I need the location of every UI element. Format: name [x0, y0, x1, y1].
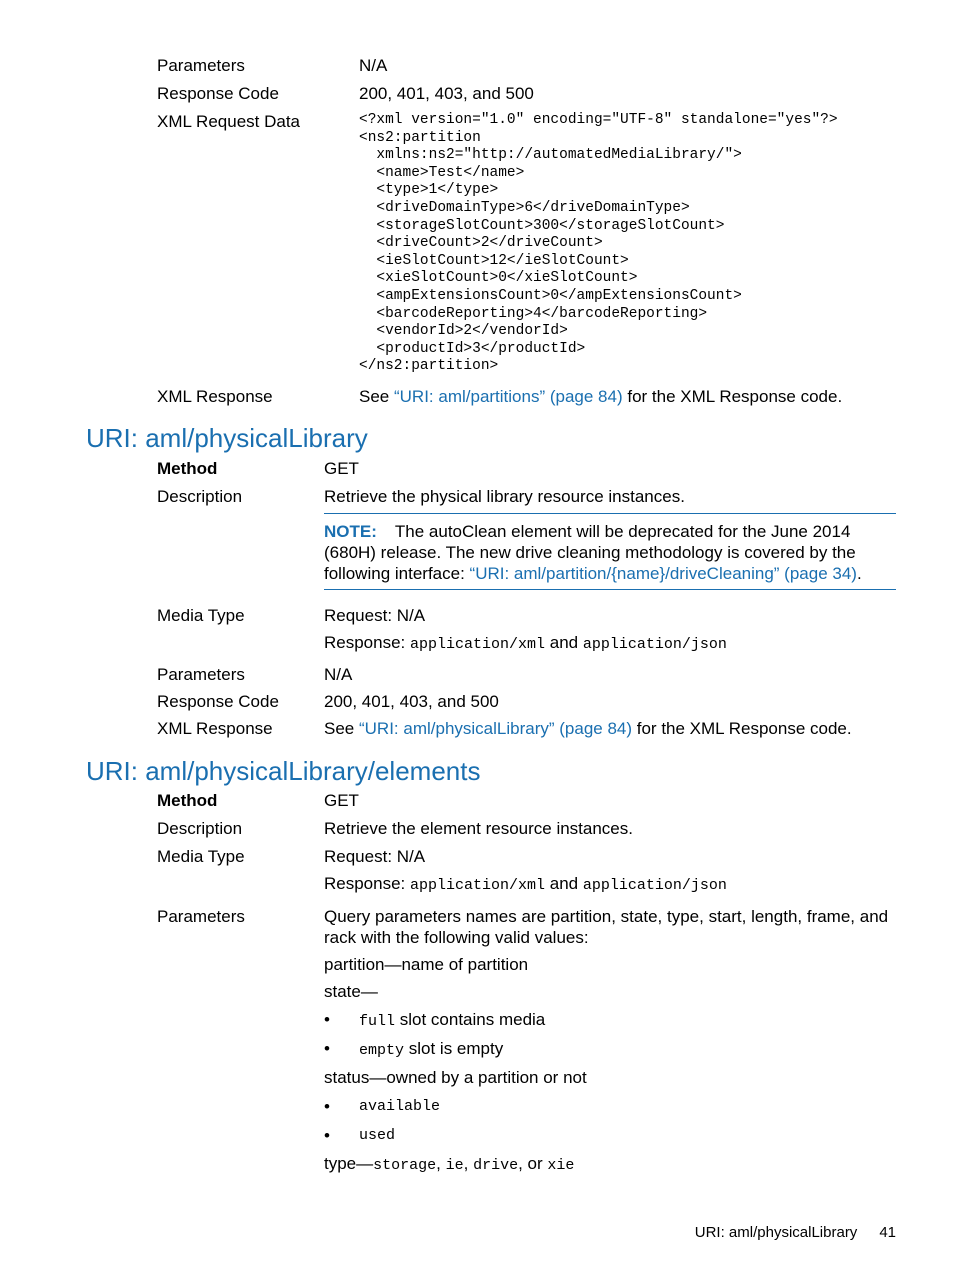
type-storage: storage — [373, 1157, 437, 1174]
footer-title: URI: aml/physicalLibrary — [694, 1224, 858, 1241]
s2-media-type-label: Media Type — [157, 847, 245, 866]
note-end: . — [856, 564, 862, 583]
state-full-text: slot contains media — [395, 1010, 546, 1029]
s2-request-value: Request: N/A — [324, 847, 426, 866]
s2-method-label: Method — [157, 791, 218, 810]
top-parameters-label: Parameters — [157, 56, 245, 75]
type-sep: , — [436, 1154, 446, 1173]
top-xml-response-label: XML Response — [157, 387, 273, 406]
s2-description-value: Retrieve the element resource instances. — [324, 819, 633, 838]
top-xml-request-label: XML Request Data — [157, 112, 300, 131]
state-empty-text: slot is empty — [404, 1039, 504, 1058]
s1-xml-response-post: for the XML Response code. — [632, 719, 852, 738]
s1-response-code-label: Response Code — [157, 692, 279, 711]
type-drive: drive — [473, 1157, 519, 1174]
type-xie: xie — [547, 1157, 575, 1174]
s1-parameters-value: N/A — [324, 665, 353, 684]
partitions-link[interactable]: “URI: aml/partitions” (page 84) — [393, 387, 623, 406]
s2-response-value — [324, 873, 727, 896]
s1-description-label: Description — [157, 487, 243, 506]
bullet: • — [324, 1126, 330, 1145]
top-parameters-value: N/A — [359, 56, 388, 75]
s2-response-json: application/json — [582, 877, 727, 894]
note-tag: NOTE: — [324, 522, 377, 541]
s1-response-and: and — [545, 633, 583, 652]
s1-method-label: Method — [157, 459, 218, 478]
section-heading-elements: URI: aml/physicalLibrary/elements — [86, 756, 481, 786]
state-full-mono: full — [359, 1013, 396, 1030]
s2-parameters-label: Parameters — [157, 907, 245, 926]
status-available-mono: available — [359, 1098, 441, 1115]
s1-response-prefix: Response: — [324, 633, 410, 652]
s1-response-code-value: 200, 401, 403, and 500 — [324, 692, 499, 711]
drive-cleaning-link[interactable]: “URI: aml/partition/{name}/driveCleaning” (page 34) — [469, 564, 857, 583]
s1-response-xml: application/xml — [410, 636, 546, 653]
bullet: • — [324, 1097, 330, 1116]
s1-description-value: Retrieve the physical library resource instances. — [324, 487, 685, 506]
s1-response-value — [324, 632, 727, 655]
state-empty-mono: empty — [359, 1042, 405, 1059]
s2-description-label: Description — [157, 819, 243, 838]
s1-request-value: Request: N/A — [324, 606, 426, 625]
bullet: • — [324, 1010, 330, 1029]
page-footer — [695, 1222, 896, 1243]
section-heading-physical-library: URI: aml/physicalLibrary — [86, 423, 368, 453]
state-line: state— — [324, 982, 378, 1001]
s1-xml-response-value — [324, 718, 852, 739]
top-xml-response-pre: See — [359, 387, 394, 406]
type-sep: , — [463, 1154, 474, 1173]
s2-response-and: and — [545, 874, 583, 893]
s1-media-type-label: Media Type — [157, 606, 245, 625]
s2-response-xml: application/xml — [410, 877, 546, 894]
s1-xml-response-pre: See — [324, 719, 359, 738]
s1-xml-response-label: XML Response — [157, 719, 273, 738]
type-line — [324, 1153, 896, 1176]
s1-parameters-label: Parameters — [157, 665, 245, 684]
top-response-code-value: 200, 401, 403, and 500 — [359, 84, 534, 103]
s2-response-prefix: Response: — [324, 874, 410, 893]
physical-library-link[interactable]: “URI: aml/physicalLibrary” (page 84) — [358, 719, 633, 738]
type-ie: ie — [445, 1157, 464, 1174]
s2-parameters-intro: Query parameters names are partition, state, type, start, length, frame, and rack with the following valid values: — [324, 907, 889, 947]
xml-request-code: <?xml version="1.0" encoding="UTF-8" standalone="yes"?> <ns2:partition xmlns:ns2="http://automatedMediaLibrary/"> <name>Test</name> <type>1</type> <driveDomainType>6</driveDomainType> <storageSlotCount>300</storageSlotCount> <driveCount>2</driveCount> <ieSlotCount>12</ieSlotCount> <xieSlotCount>0</xieSlotCount> <ampExtensionsCount>0</ampExtensionsCount> <barcodeReporting>4</barcodeReporting> <vendorId>2</vendorId> <productId>3</productId> </ns2:partition> — [359, 112, 838, 375]
page-number: 41 — [879, 1224, 896, 1241]
type-prefix: type— — [324, 1154, 374, 1173]
top-response-code-label: Response Code — [157, 84, 279, 103]
status-used-mono: used — [359, 1127, 396, 1144]
status-line: status—owned by a partition or not — [324, 1068, 587, 1087]
note-text: The autoClean element will be deprecated for the June 2014 (680H) release. The new drive cleaning methodology is covered by the following interface: — [324, 522, 856, 583]
s2-method-value: GET — [324, 791, 359, 810]
type-sep: , or — [518, 1154, 548, 1173]
s1-response-json: application/json — [582, 636, 727, 653]
top-xml-response-post: for the XML Response code. — [622, 387, 843, 406]
deprecation-note — [324, 513, 896, 590]
top-xml-response-value — [359, 386, 842, 407]
s1-method-value: GET — [324, 459, 359, 478]
bullet: • — [324, 1039, 330, 1058]
partition-line: partition—name of partition — [324, 955, 529, 974]
